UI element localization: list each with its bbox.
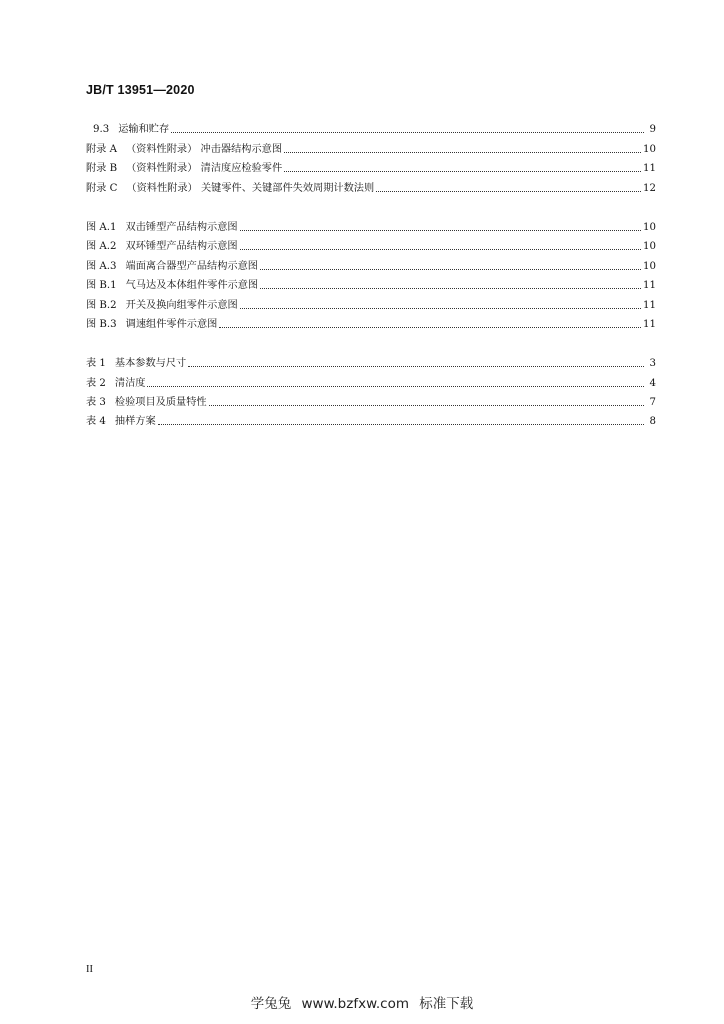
toc-entry-number: 图 A.1 (86, 221, 117, 233)
watermark-slogan: 标准下载 (419, 996, 474, 1012)
toc-entry[interactable] (86, 234, 656, 253)
toc-leader-dots (284, 170, 641, 172)
toc-leader-dots (240, 229, 641, 231)
toc-entry-page: 11 (643, 318, 656, 330)
toc-entry-number: 图 B.1 (86, 280, 117, 292)
toc-entry-title: 检验项目及质量特性 (114, 397, 207, 409)
toc-entry-number: 图 B.3 (86, 318, 117, 330)
toc-entry-number: 表 2 (86, 377, 106, 389)
toc-entry-title: 运输和贮存 (118, 124, 170, 136)
toc-entry-title: （资料性附录） 冲击器结构示意图 (125, 143, 283, 155)
toc-entry-page: 9 (649, 124, 656, 136)
toc-entry-title: 调速组件零件示意图 (125, 318, 218, 330)
toc-entry[interactable] (86, 409, 656, 428)
toc-entry-title: 端面离合器型产品结构示意图 (125, 260, 258, 272)
toc-entry-page: 11 (643, 163, 656, 175)
toc-entry-page: 7 (649, 397, 656, 409)
toc-leader-dots (171, 131, 644, 133)
table-of-contents (86, 117, 656, 428)
toc-entry-title: 开关及换向组零件示意图 (125, 299, 238, 311)
toc-leader-dots (260, 287, 641, 289)
toc-entry-page: 8 (649, 416, 656, 428)
toc-entry-page: 10 (643, 241, 656, 253)
toc-entry-number: 附录 A (86, 143, 117, 155)
toc-leader-dots (240, 248, 641, 250)
toc-group (86, 117, 656, 195)
toc-entry-title: （资料性附录） 清洁度应检验零件 (126, 163, 283, 175)
toc-entry[interactable] (86, 136, 656, 155)
toc-entry[interactable] (86, 312, 656, 331)
toc-entry-title: 基本参数与尺寸 (114, 358, 187, 370)
toc-entry-page: 11 (643, 299, 656, 311)
toc-entry[interactable] (86, 175, 656, 194)
toc-entry-page: 10 (643, 221, 656, 233)
watermark (0, 992, 724, 1012)
toc-entry[interactable] (86, 273, 656, 292)
toc-entry-title: （资料性附录） 关键零件、关键部件失效周期计数法则 (126, 182, 375, 194)
toc-entry-number: 图 A.3 (86, 260, 117, 272)
watermark-site-name: 学兔兔 (250, 996, 292, 1012)
toc-entry[interactable] (86, 390, 656, 409)
toc-entry-number: 附录 B (86, 163, 118, 175)
toc-entry-title: 清洁度 (114, 377, 146, 389)
toc-leader-dots (188, 365, 644, 367)
toc-leader-dots (284, 151, 641, 153)
toc-entry-page: 10 (643, 260, 656, 272)
toc-entry[interactable] (86, 370, 656, 389)
toc-entry-number: 表 3 (86, 397, 106, 409)
toc-leader-dots (260, 268, 641, 270)
toc-leader-dots (376, 190, 641, 192)
toc-group (86, 215, 656, 331)
watermark-url[interactable]: www.bzfxw.com (301, 996, 409, 1012)
toc-leader-dots (209, 404, 644, 406)
toc-entry-number: 表 4 (86, 416, 106, 428)
toc-entry[interactable] (86, 351, 656, 370)
toc-entry-page: 4 (649, 377, 656, 389)
standard-number-header: JB/T 13951—2020 (86, 83, 195, 97)
toc-entry-title: 双击锤型产品结构示意图 (125, 221, 238, 233)
toc-entry-number: 表 1 (86, 358, 106, 370)
toc-entry-number: 附录 C (86, 182, 118, 194)
toc-leader-dots (147, 385, 644, 387)
toc-entry-title: 气马达及本体组件零件示意图 (125, 280, 259, 292)
toc-entry-number: 图 B.2 (86, 299, 117, 311)
toc-entry[interactable] (86, 156, 656, 175)
toc-entry-title: 双环锤型产品结构示意图 (125, 241, 238, 253)
toc-entry-number: 图 A.2 (86, 241, 117, 253)
toc-entry[interactable] (86, 117, 656, 136)
toc-leader-dots (158, 423, 644, 425)
toc-entry-page: 10 (643, 143, 656, 155)
page-number-roman: II (86, 964, 93, 975)
toc-entry-title: 抽样方案 (114, 416, 156, 428)
toc-entry[interactable] (86, 292, 656, 311)
toc-entry-number: 9.3 (93, 124, 110, 136)
toc-leader-dots (219, 326, 641, 328)
toc-leader-dots (240, 307, 641, 309)
toc-entry-page: 3 (649, 358, 656, 370)
toc-entry-page: 11 (643, 280, 656, 292)
toc-entry-page: 12 (643, 182, 656, 194)
toc-group (86, 351, 656, 429)
toc-entry[interactable] (86, 253, 656, 272)
toc-entry[interactable] (86, 215, 656, 234)
